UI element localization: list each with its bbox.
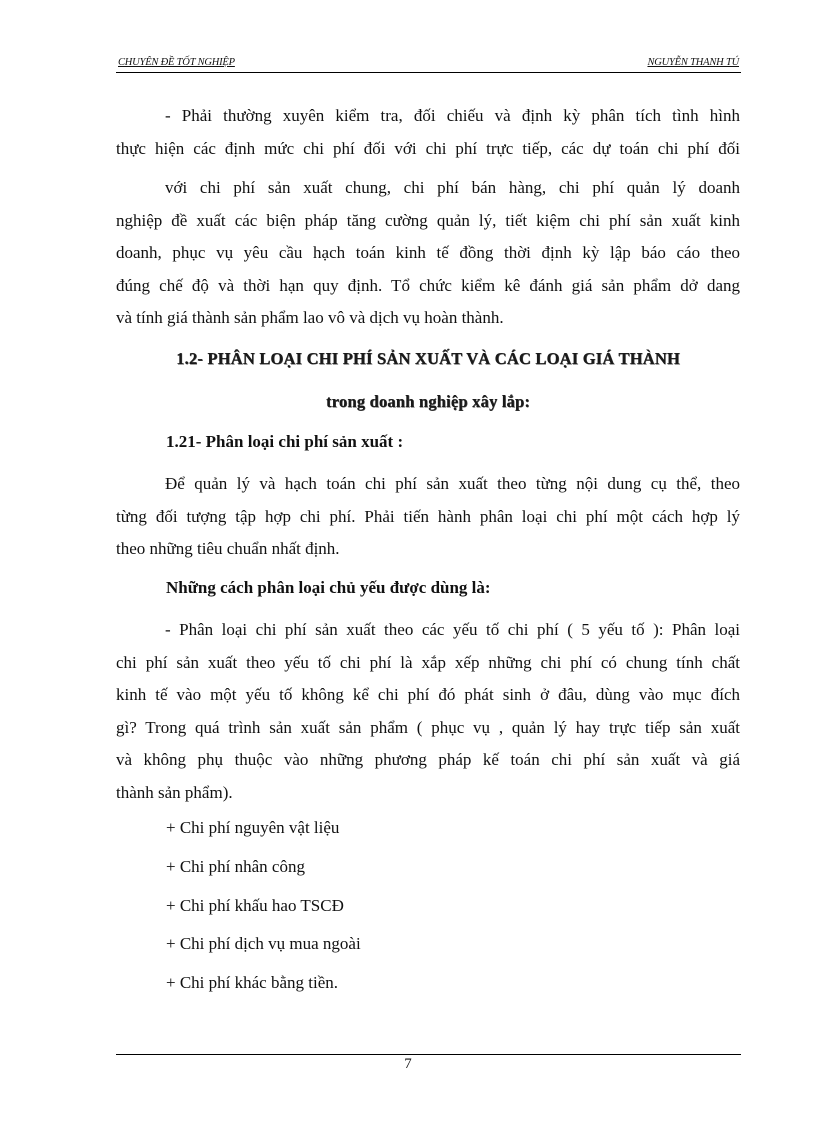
page-header — [116, 56, 741, 73]
page-number: 7 — [404, 1056, 412, 1072]
cost-item: + Chi phí khấu hao TSCĐ — [166, 896, 344, 915]
header-author: NGUYỄN THANH TÚ — [647, 57, 739, 68]
paragraph-2-line: với chi phí sản xuất chung, chi phí bán hàng, chi phí quản lý doanh — [165, 178, 740, 197]
cost-item: + Chi phí dịch vụ mua ngoài — [166, 934, 361, 953]
paragraph-4-line: chi phí sản xuất theo yếu tố chi phí là xắp xếp những chi phí có chung tính chất — [116, 652, 740, 672]
classification-title: Những cách phân loại chủ yếu được dùng là: — [166, 578, 491, 597]
paragraph-1 — [116, 100, 740, 165]
footer-divider — [116, 1054, 741, 1055]
paragraph-2-line: đúng chế độ và thời hạn quy định. Tổ chức kiểm kê đánh giá sản phẩm dở dang — [116, 275, 740, 295]
paragraph-4-line: kinh tế vào một yếu tố không kể chi phí đó phát sinh ở đâu, dùng vào mục đích — [116, 685, 740, 704]
paragraph-2 — [116, 172, 740, 335]
cost-item: + Chi phí khác bằng tiền. — [166, 973, 339, 992]
paragraph-2-line: doanh, phục vụ yêu cầu hạch toán kinh tế đồng thời định kỳ lập báo cáo theo — [116, 243, 740, 262]
paragraph-2-line: nghiệp đề xuất các biện pháp tăng cường quản lý, tiết kiệm chi phí sản xuất kinh — [116, 210, 740, 230]
paragraph-4-line: thành sản phẩm). — [116, 782, 233, 802]
paragraph-3-line: từng đối tượng tập hợp chi phí. Phải tiến hành phân loại chi phí một cách hợp lý — [116, 506, 740, 526]
paragraph-4 — [116, 614, 740, 809]
paragraph-3-line: Để quản lý và hạch toán chi phí sản xuất theo từng nội dung cụ thể, theo — [165, 474, 740, 493]
section-heading-subtitle: trong doanh nghiệp xây lắp: — [325, 392, 531, 411]
header-title: CHUYÊN ĐỀ TỐT NGHIỆP — [118, 57, 235, 68]
section-heading: 1.2- PHÂN LOẠI CHI PHÍ SẢN XUẤT VÀ CÁC LOẠI GIÁ THÀNH — [176, 349, 680, 368]
paragraph-4-line: gì? Trong quá trình sản xuất sản phẩm ( phục vụ , quản lý hay trực tiếp sản xuất — [116, 717, 740, 737]
paragraph-1-line: thực hiện các định mức chi phí đối với chi phí trực tiếp, các dự toán chi phí đối — [116, 138, 740, 158]
cost-item: + Chi phí nhân công — [166, 857, 305, 876]
paragraph-1-line: - Phải thường xuyên kiểm tra, đối chiếu và định kỳ phân tích tình hình — [165, 106, 740, 125]
paragraph-4-line: và không phụ thuộc vào những phương pháp kế toán chi phí sản xuất và giá — [116, 750, 740, 769]
subsection-title: 1.21- Phân loại chi phí sản xuất : — [166, 432, 404, 451]
paragraph-2-line: và tính giá thành sản phẩm lao vô và dịch vụ hoàn thành. — [116, 308, 504, 327]
paragraph-4-line: - Phân loại chi phí sản xuất theo các yếu tố chi phí ( 5 yếu tố ): Phân loại — [165, 620, 740, 639]
paragraph-3-line: theo những tiêu chuẩn nhất định. — [116, 539, 340, 558]
paragraph-3 — [116, 468, 740, 566]
cost-item: + Chi phí nguyên vật liệu — [166, 818, 340, 837]
